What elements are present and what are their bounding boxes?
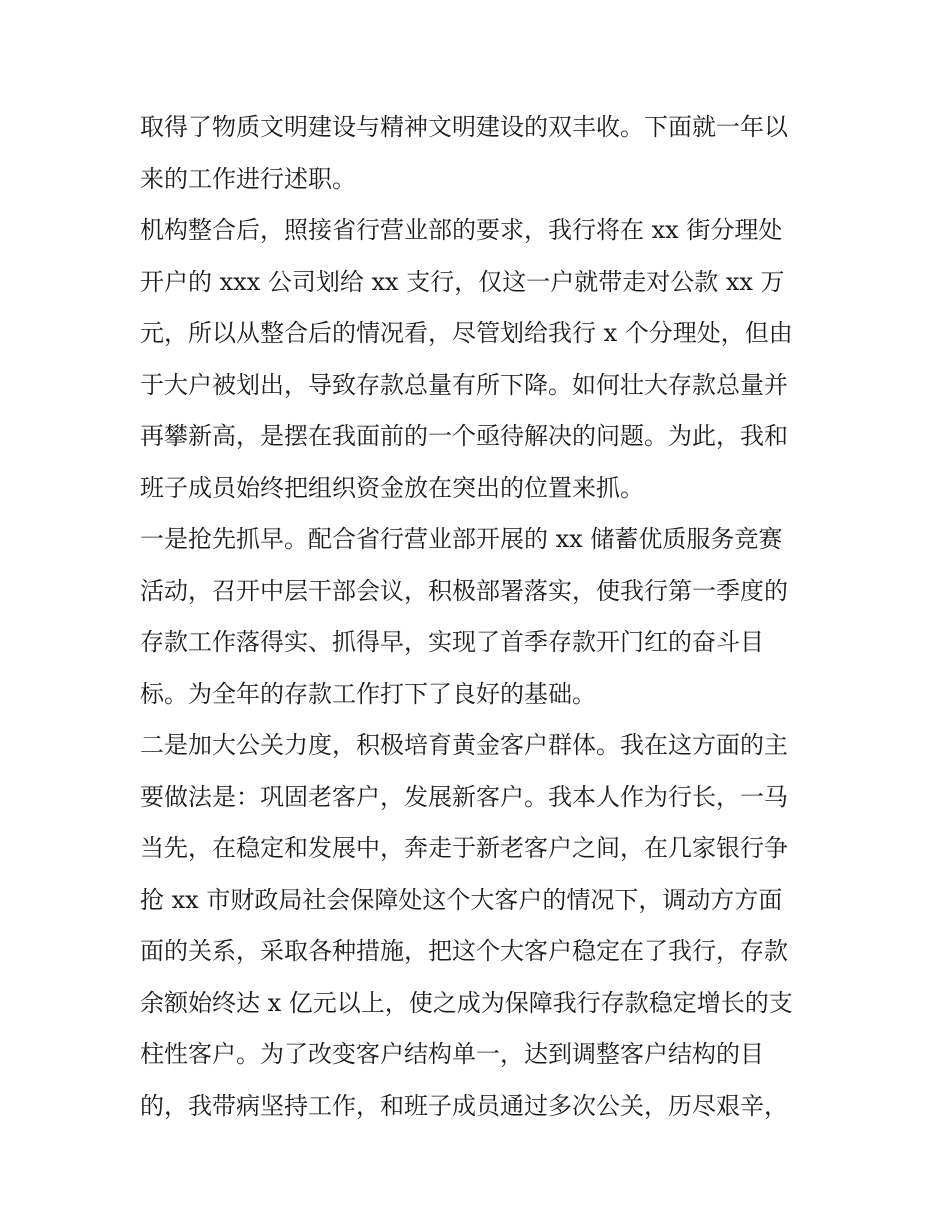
text-line: 元，所以从整合后的情况看，尽管划给我行 x 个分理处，但由: [140, 319, 793, 347]
text-line: 一是抢先抓早。配合省行营业部开展的 xx 储蓄优质服务竞赛: [140, 525, 783, 553]
text-line: 再攀新高，是摆在我面前的一个亟待解决的问题。为此，我和: [140, 422, 788, 450]
text-line: 要做法是：巩固老客户，发展新客户。我本人作为行长，一马: [140, 782, 788, 811]
text-line: 取得了物质文明建设与精神文明建设的双丰收。下面就一年以: [140, 113, 788, 141]
text-line: 于大户被划出，导致存款总量有所下降。如何壮大存款总量并: [140, 370, 788, 399]
text-line: 余额始终达 x 亿元以上，使之成为保障我行存款稳定增长的支: [140, 988, 793, 1017]
text-line: 当先，在稳定和发展中，奔走于新老客户之间，在几家银行争: [140, 834, 788, 862]
text-line: 存款工作落得实、抓得早，实现了首季存款开门红的奋斗目: [140, 628, 764, 656]
text-line: 面的关系，采取各种措施，把这个大客户稳定在了我行，存款: [140, 937, 788, 965]
text-line: 标。为全年的存款工作打下了良好的基础。: [140, 679, 596, 708]
text-line: 活动，召开中层干部会议，积极部署落实，使我行第一季度的: [140, 576, 788, 605]
document-body: [140, 102, 830, 1132]
text-line: 的，我带病坚持工作，和班子成员通过多次公关，历尽艰辛，: [140, 1091, 788, 1120]
text-line: 来的工作进行述职。: [140, 164, 356, 193]
text-line: 机构整合后，照接省行营业部的要求，我行将在 xx 街分理处: [140, 216, 783, 244]
text-line: 二是加大公关力度，积极培育黄金客户群体。我在这方面的主: [140, 731, 788, 759]
text-line: 抢 xx 市财政局社会保障处这个大客户的情况下，调动方方面: [140, 885, 783, 914]
text-line: 柱性客户。为了改变客户结构单一，达到调整客户结构的目: [140, 1040, 764, 1068]
text-line: 开户的 xxx 公司划给 xx 支行，仅这一户就带走对公款 xx 万: [140, 267, 785, 296]
text-line: 班子成员始终把组织资金放在突出的位置来抓。: [140, 473, 644, 502]
